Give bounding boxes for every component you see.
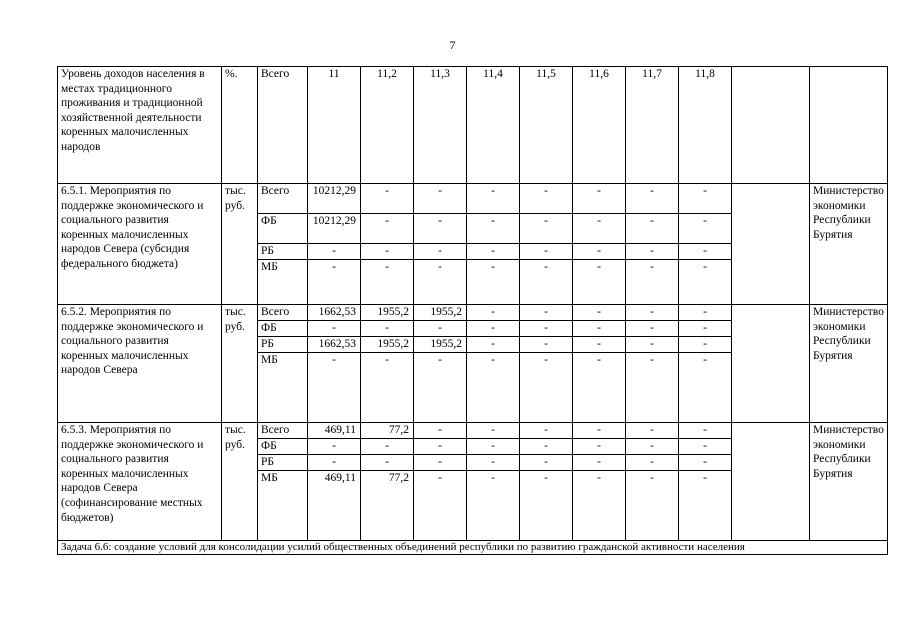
unit-cell: тыс. руб. — [222, 305, 258, 423]
value-cell: - — [679, 423, 732, 439]
value-cell: - — [467, 439, 520, 455]
value-cell: - — [467, 455, 520, 471]
unit-cell: тыс. руб. — [222, 184, 258, 305]
value-cell: 77,2 — [361, 471, 414, 541]
activity-name: 6.5.3. Мероприятия по поддержке экономического и социального развития коренных малочисленных народов Севера (софинансирование местных бюджетов) — [58, 423, 222, 541]
table-row — [58, 67, 888, 184]
funding-source: РБ — [258, 337, 308, 353]
value-cell: 11,8 — [679, 67, 732, 184]
value-cell: - — [626, 439, 679, 455]
value-cell: - — [414, 244, 467, 260]
value-cell: - — [361, 321, 414, 337]
value-cell: - — [573, 471, 626, 541]
table-row — [58, 305, 888, 321]
value-cell: - — [520, 337, 573, 353]
value-cell: - — [573, 455, 626, 471]
funding-source: РБ — [258, 244, 308, 260]
value-cell: - — [679, 337, 732, 353]
value-cell: - — [414, 471, 467, 541]
value-cell: - — [467, 353, 520, 423]
funding-source: ФБ — [258, 439, 308, 455]
value-cell: - — [573, 439, 626, 455]
funding-source: МБ — [258, 260, 308, 305]
value-cell: - — [361, 455, 414, 471]
value-cell: - — [467, 214, 520, 244]
value-cell: - — [467, 337, 520, 353]
value-cell: - — [573, 353, 626, 423]
value-cell: - — [520, 260, 573, 305]
responsible-owner: Министерство экономики Республики Бурятия — [810, 184, 888, 305]
value-cell: 11,7 — [626, 67, 679, 184]
value-cell: - — [467, 471, 520, 541]
value-cell: - — [520, 244, 573, 260]
value-cell: - — [573, 260, 626, 305]
task-row — [58, 541, 888, 555]
value-cell: - — [626, 214, 679, 244]
value-cell: - — [467, 423, 520, 439]
spacer-cell — [732, 184, 810, 305]
funding-source: ФБ — [258, 214, 308, 244]
value-cell: 1955,2 — [414, 337, 467, 353]
value-cell: - — [626, 321, 679, 337]
value-cell: 469,11 — [308, 423, 361, 439]
value-cell: - — [626, 455, 679, 471]
value-cell: 11,6 — [573, 67, 626, 184]
value-cell: - — [520, 305, 573, 321]
value-cell: - — [467, 305, 520, 321]
value-cell: 10212,29 — [308, 184, 361, 214]
spacer-cell — [732, 305, 810, 423]
value-cell: 10212,29 — [308, 214, 361, 244]
table-row — [58, 423, 888, 439]
value-cell: - — [414, 353, 467, 423]
value-cell: - — [520, 423, 573, 439]
value-cell: 1955,2 — [414, 305, 467, 321]
value-cell: - — [679, 455, 732, 471]
value-cell: - — [679, 244, 732, 260]
value-cell: - — [626, 305, 679, 321]
value-cell: - — [679, 214, 732, 244]
funding-source: ФБ — [258, 321, 308, 337]
value-cell: - — [520, 214, 573, 244]
value-cell: - — [520, 455, 573, 471]
spacer-cell — [732, 67, 810, 184]
activity-name: Уровень доходов населения в местах традиционного проживания и традиционной хозяйственной деятельности коренных малочисленных народов — [58, 67, 222, 184]
funding-source: Всего — [258, 184, 308, 214]
value-cell: - — [520, 321, 573, 337]
value-cell: - — [414, 423, 467, 439]
value-cell: - — [626, 353, 679, 423]
value-cell: - — [308, 260, 361, 305]
value-cell: - — [626, 423, 679, 439]
value-cell: 77,2 — [361, 423, 414, 439]
value-cell: - — [679, 260, 732, 305]
value-cell: - — [679, 439, 732, 455]
task-text: Задача 6.6: создание условий для консолидации усилий общественных объединений республики по развитию гражданской активности населения — [58, 541, 888, 555]
value-cell: - — [308, 439, 361, 455]
value-cell: - — [467, 260, 520, 305]
program-table — [57, 66, 888, 555]
value-cell: - — [467, 321, 520, 337]
funding-source: Всего — [258, 423, 308, 439]
value-cell: - — [520, 353, 573, 423]
funding-source: РБ — [258, 455, 308, 471]
value-cell: - — [679, 321, 732, 337]
value-cell: - — [361, 353, 414, 423]
value-cell: 11,2 — [361, 67, 414, 184]
value-cell: - — [414, 439, 467, 455]
funding-source: Всего — [258, 67, 308, 184]
value-cell: - — [626, 260, 679, 305]
value-cell: - — [679, 305, 732, 321]
value-cell: - — [573, 305, 626, 321]
value-cell: - — [520, 471, 573, 541]
value-cell: - — [573, 423, 626, 439]
value-cell: 11,3 — [414, 67, 467, 184]
value-cell: - — [414, 321, 467, 337]
value-cell: - — [679, 184, 732, 214]
activity-name: 6.5.1. Мероприятия по поддержке экономического и социального развития коренных малочисленных народов Севера (субсидия федерального бюджета) — [58, 184, 222, 305]
funding-source: МБ — [258, 471, 308, 541]
value-cell: - — [467, 244, 520, 260]
spacer-cell — [732, 423, 810, 541]
value-cell: - — [573, 321, 626, 337]
value-cell: - — [679, 471, 732, 541]
funding-source: МБ — [258, 353, 308, 423]
value-cell: - — [573, 244, 626, 260]
value-cell: - — [361, 214, 414, 244]
value-cell: - — [308, 321, 361, 337]
value-cell: - — [414, 214, 467, 244]
value-cell: 1955,2 — [361, 337, 414, 353]
value-cell: - — [573, 184, 626, 214]
unit-cell: %. — [222, 67, 258, 184]
value-cell: - — [520, 439, 573, 455]
value-cell: - — [308, 353, 361, 423]
value-cell: 1955,2 — [361, 305, 414, 321]
value-cell: - — [573, 337, 626, 353]
value-cell: - — [626, 471, 679, 541]
value-cell: - — [467, 184, 520, 214]
funding-source: Всего — [258, 305, 308, 321]
page-number: 7 — [449, 38, 456, 52]
table-row — [58, 184, 888, 214]
value-cell: 469,11 — [308, 471, 361, 541]
value-cell: 1662,53 — [308, 337, 361, 353]
activity-name: 6.5.2. Мероприятия по поддержке экономического и социального развития коренных малочисленных народов Севера — [58, 305, 222, 423]
value-cell: - — [520, 184, 573, 214]
value-cell: 1662,53 — [308, 305, 361, 321]
value-cell: - — [414, 260, 467, 305]
value-cell: - — [361, 439, 414, 455]
value-cell: - — [626, 184, 679, 214]
value-cell: - — [361, 184, 414, 214]
value-cell: - — [679, 353, 732, 423]
responsible-owner: Министерство экономики Республики Бурятия — [810, 305, 888, 423]
value-cell: - — [414, 184, 467, 214]
value-cell: - — [308, 244, 361, 260]
value-cell: - — [361, 260, 414, 305]
value-cell: 11,5 — [520, 67, 573, 184]
value-cell: - — [626, 337, 679, 353]
value-cell: - — [573, 214, 626, 244]
value-cell: - — [308, 455, 361, 471]
value-cell: - — [626, 244, 679, 260]
value-cell: - — [414, 455, 467, 471]
responsible-owner — [810, 67, 888, 184]
value-cell: 11,4 — [467, 67, 520, 184]
unit-cell: тыс. руб. — [222, 423, 258, 541]
value-cell: 11 — [308, 67, 361, 184]
value-cell: - — [361, 244, 414, 260]
responsible-owner: Министерство экономики Республики Бурятия — [810, 423, 888, 541]
